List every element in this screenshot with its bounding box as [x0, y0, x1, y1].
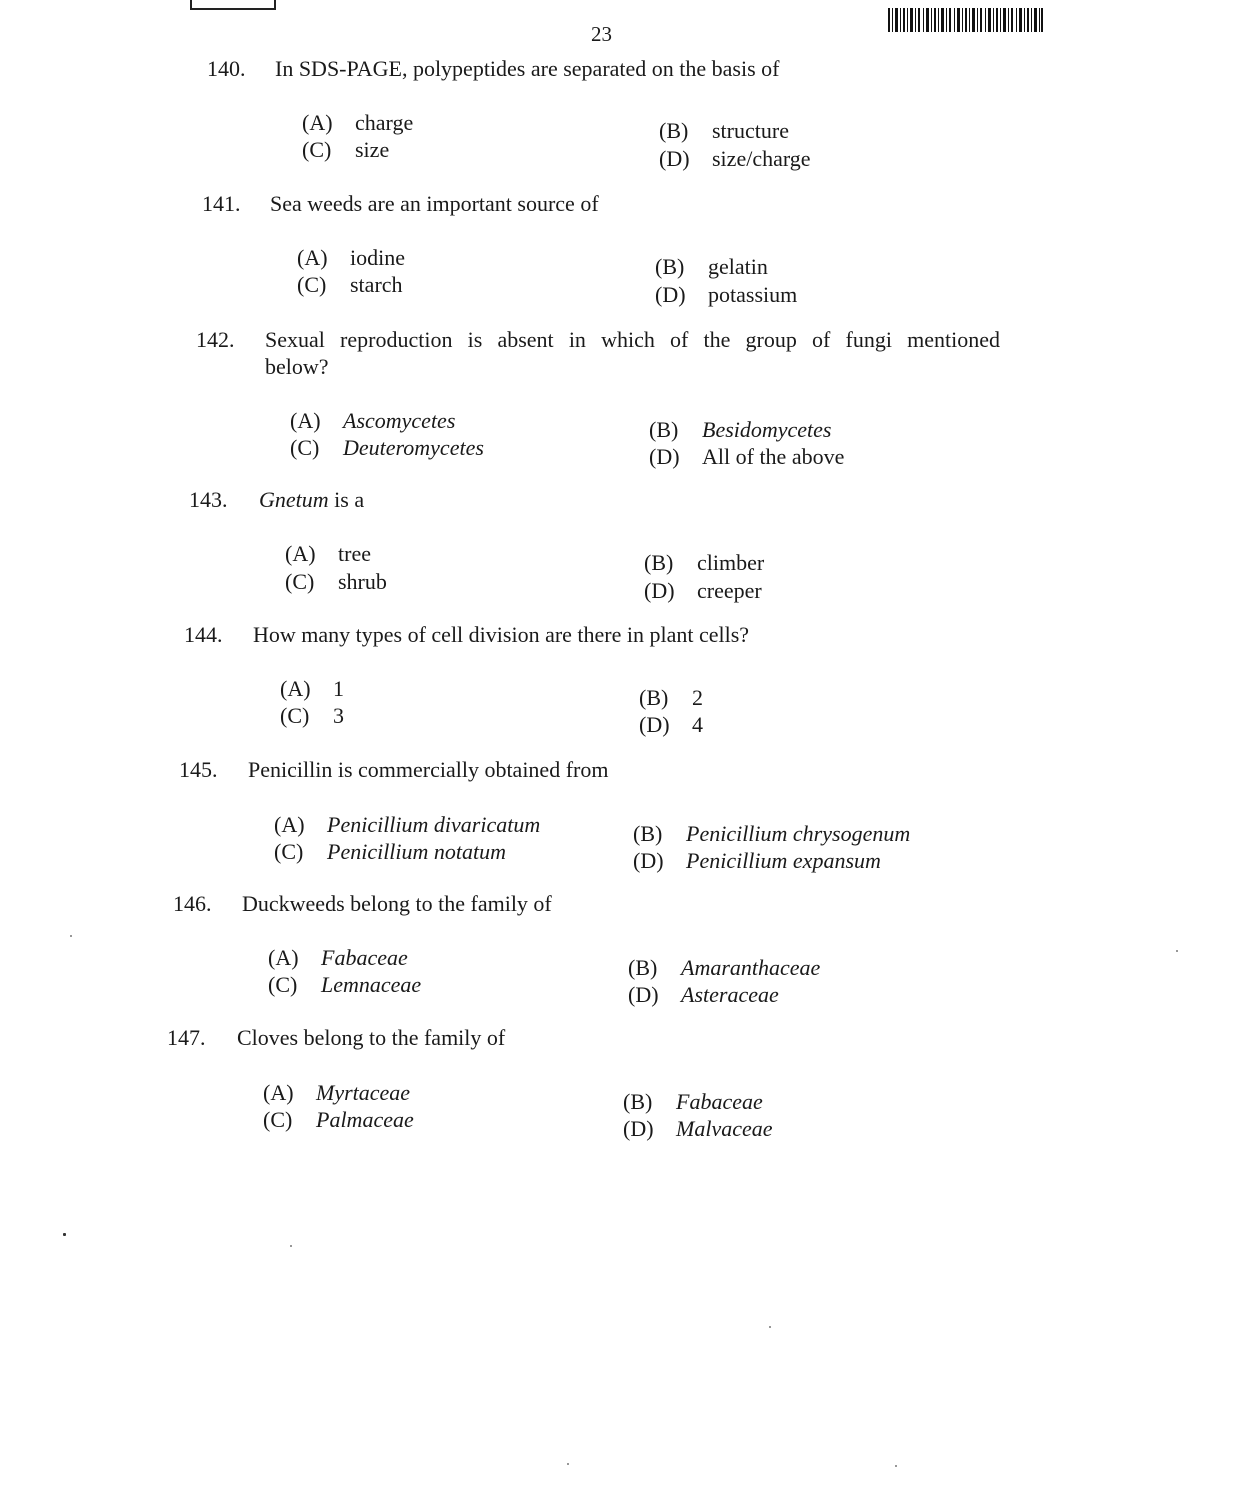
option-text: tree — [338, 541, 371, 566]
option-a — [280, 675, 344, 702]
option-text: Penicillium expansum — [686, 848, 881, 873]
option-text: shrub — [338, 569, 387, 594]
question-number: 143. — [189, 487, 228, 512]
option-label: (B) — [633, 821, 663, 846]
option-text: Penicillium chrysogenum — [686, 821, 911, 846]
option-c — [268, 971, 421, 998]
option-a — [274, 811, 540, 838]
option-text: potassium — [708, 282, 798, 307]
option-text: climber — [697, 550, 765, 575]
option-text: Penicillium divaricatum — [327, 812, 541, 837]
page-number: 23 — [591, 22, 612, 46]
option-a — [302, 109, 413, 136]
option-label: (A) — [285, 541, 316, 566]
option-text: Asteraceae — [681, 982, 779, 1007]
question-text-italic: Gnetum — [259, 487, 329, 512]
option-label: (B) — [649, 417, 679, 442]
option-d — [633, 847, 881, 874]
option-b — [659, 117, 789, 144]
option-c — [297, 271, 403, 298]
scan-speck — [895, 1465, 897, 1467]
option-text: All of the above — [702, 444, 845, 469]
option-a — [263, 1079, 410, 1106]
option-label: (C) — [285, 569, 315, 594]
option-d — [655, 281, 797, 308]
option-label: (C) — [280, 703, 310, 728]
option-text: 2 — [692, 685, 703, 710]
option-b — [655, 253, 768, 280]
option-a — [285, 540, 371, 567]
option-text: Lemnaceae — [321, 972, 422, 997]
option-label: (D) — [655, 282, 686, 307]
question-143 — [189, 486, 989, 516]
option-label: (C) — [290, 435, 320, 460]
option-b — [639, 684, 703, 711]
option-text: size/charge — [712, 146, 811, 171]
question-144 — [184, 621, 984, 651]
option-label: (B) — [659, 118, 689, 143]
question-140 — [207, 55, 1007, 85]
option-b — [633, 820, 910, 847]
question-text: Duckweeds belong to the family of — [242, 891, 552, 916]
scan-speck — [769, 1326, 771, 1328]
option-text: Besidomycetes — [702, 417, 832, 442]
option-text: 1 — [333, 676, 344, 701]
question-text: Cloves belong to the family of — [237, 1025, 506, 1050]
option-label: (D) — [644, 578, 675, 603]
question-text — [259, 486, 364, 513]
option-d — [639, 711, 703, 738]
option-d — [644, 577, 762, 604]
option-label: (C) — [302, 137, 332, 162]
option-label: (C) — [274, 839, 304, 864]
option-text: Palmaceae — [316, 1107, 414, 1132]
option-label: (C) — [297, 272, 327, 297]
option-text: Penicillium notatum — [327, 839, 507, 864]
option-text: Ascomycetes — [343, 408, 456, 433]
option-label: (A) — [274, 812, 305, 837]
question-text: Penicillin is commercially obtained from — [248, 757, 609, 782]
option-text: 4 — [692, 712, 703, 737]
option-text: Myrtaceae — [316, 1080, 411, 1105]
option-label: (D) — [649, 444, 680, 469]
option-text: Malvaceae — [676, 1116, 773, 1141]
question-146 — [173, 890, 973, 920]
question-142 — [196, 326, 1002, 386]
option-text: iodine — [350, 245, 405, 270]
question-141 — [202, 190, 1002, 220]
option-label: (A) — [263, 1080, 294, 1105]
option-label: (B) — [644, 550, 674, 575]
option-text: size — [355, 137, 390, 162]
option-text: Fabaceae — [676, 1089, 763, 1114]
option-label: (C) — [268, 972, 298, 997]
question-text-rest: is a — [328, 487, 365, 512]
question-147 — [167, 1024, 967, 1054]
option-label: (D) — [639, 712, 670, 737]
option-text: gelatin — [708, 254, 768, 279]
option-c — [280, 702, 344, 729]
option-text: structure — [712, 118, 789, 143]
scan-speck — [567, 1463, 569, 1465]
option-label: (A) — [302, 110, 333, 135]
option-label: (B) — [623, 1089, 653, 1114]
option-a — [297, 244, 405, 271]
question-booklet-code-box — [190, 0, 276, 10]
option-d — [628, 981, 779, 1008]
option-label: (A) — [268, 945, 299, 970]
option-label: (D) — [633, 848, 664, 873]
question-number: 145. — [179, 757, 218, 782]
question-number: 147. — [167, 1025, 206, 1050]
option-label: (B) — [655, 254, 685, 279]
option-label: (D) — [659, 146, 690, 171]
option-text: creeper — [697, 578, 762, 603]
option-label: (D) — [623, 1116, 654, 1141]
option-text: Amaranthaceae — [681, 955, 821, 980]
option-c — [290, 434, 484, 461]
option-b — [623, 1088, 763, 1115]
option-label: (A) — [280, 676, 311, 701]
question-number: 144. — [184, 622, 223, 647]
scan-speck — [70, 935, 72, 937]
option-label: (A) — [290, 408, 321, 433]
question-145 — [179, 756, 979, 786]
option-a — [290, 407, 455, 434]
option-label: (A) — [297, 245, 328, 270]
option-c — [285, 568, 387, 595]
question-number: 146. — [173, 891, 212, 916]
option-c — [263, 1106, 414, 1133]
option-text: starch — [350, 272, 403, 297]
option-b — [644, 549, 764, 576]
scan-speck — [1176, 950, 1178, 952]
option-a — [268, 944, 408, 971]
option-d — [623, 1115, 773, 1142]
scan-speck — [63, 1233, 66, 1236]
option-label: (B) — [628, 955, 658, 980]
option-c — [302, 136, 389, 163]
question-text: In SDS-PAGE, polypeptides are separated on the basis of — [275, 56, 780, 81]
option-text: 3 — [333, 703, 344, 728]
option-b — [649, 416, 832, 443]
option-d — [659, 145, 811, 172]
option-d — [649, 443, 844, 470]
option-text: Fabaceae — [321, 945, 408, 970]
question-text: How many types of cell division are there in plant cells? — [253, 622, 750, 647]
barcode — [888, 8, 1043, 32]
option-label: (D) — [628, 982, 659, 1007]
question-number: 141. — [202, 191, 241, 216]
question-number: 142. — [196, 327, 235, 352]
option-label: (C) — [263, 1107, 293, 1132]
question-text: Sexual reproduction is absent in which of the group of fungi mentioned below? — [265, 327, 1000, 379]
question-number: 140. — [207, 56, 246, 81]
option-text: Deuteromycetes — [343, 435, 484, 460]
option-text: charge — [355, 110, 414, 135]
option-b — [628, 954, 820, 981]
scan-speck — [290, 1245, 292, 1247]
option-label: (B) — [639, 685, 669, 710]
question-text: Sea weeds are an important source of — [270, 191, 599, 216]
option-c — [274, 838, 506, 865]
